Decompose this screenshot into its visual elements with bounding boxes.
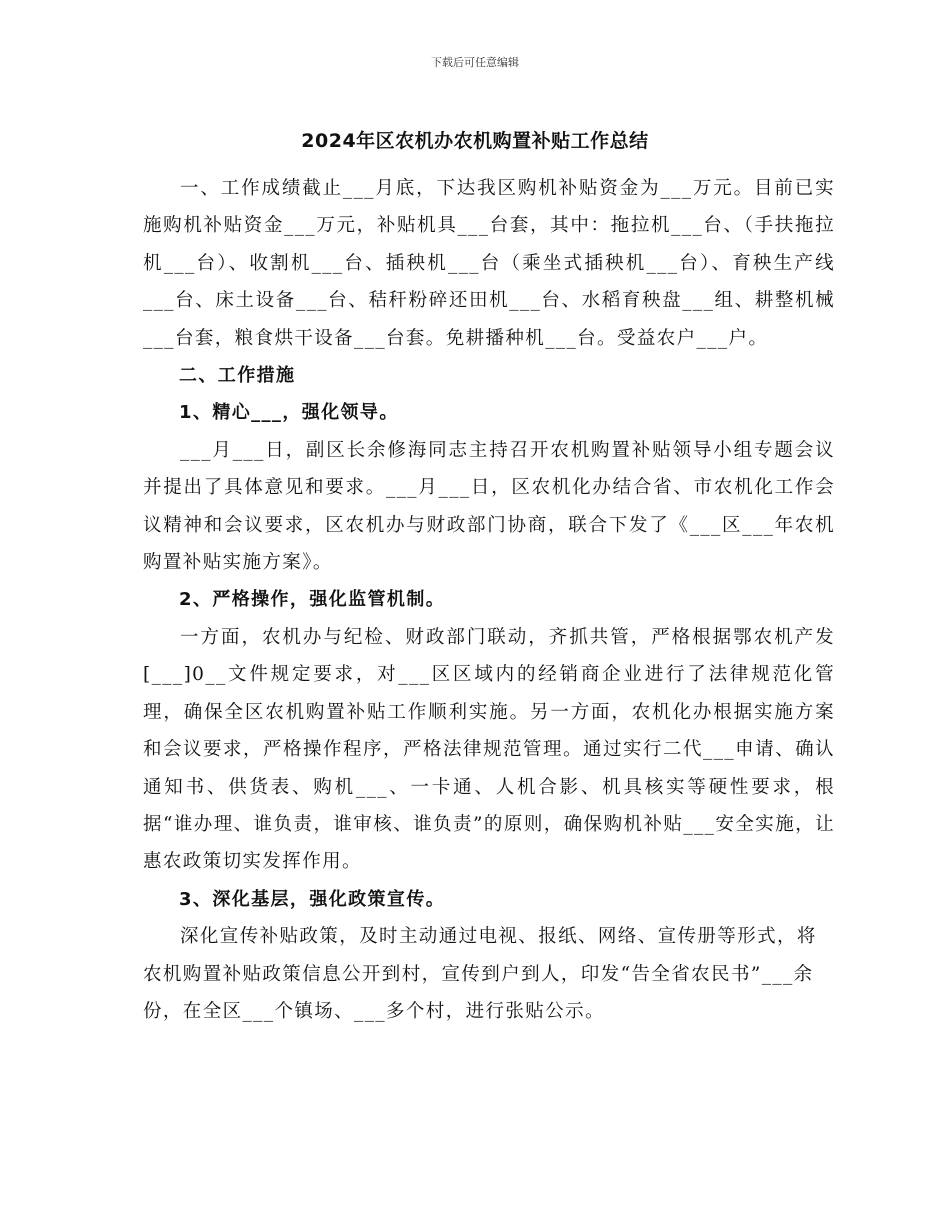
header-note: 下载后可任意编辑 [431, 56, 519, 69]
document-title: 2024年区农机办农机购置补贴工作总结 [301, 130, 649, 152]
subheading-publicity: 3、深化基层，强化政策宣传。 [179, 888, 446, 910]
section-heading-measures: 二、工作措施 [179, 365, 296, 387]
paragraph-publicity: 深化宣传补贴政策，及时主动通过电视、报纸、网络、宣传册等形式，将农机购置补贴政策信息公开到村，宣传到户到人，印发“告全省农民书”___余份，在全区___个镇场、___多个村，进行张贴公示。 [143, 926, 817, 1022]
document-body [143, 170, 835, 1030]
paragraph-supervision: 一方面，农机办与纪检、财政部门联动，齐抓共管，严格根据鄂农机产发[___]0__文件规定要求，对___区区域内的经销商企业进行了法律规范化管理，确保全区农机购置补贴工作顺利实施。另一方面，农机化办根据实施方案和会议要求，严格操作程序，严格法律规范管理。通过实行二代___申请、确认通知书、供货表、购机___、一卡通、人机合影、机具核实等硬性要求，根据“谁办理、谁负责，谁审核、谁负责”的原则，确保购机补贴___安全实施，让惠农政策切实发挥作用。 [143, 626, 835, 873]
subheading-supervision: 2、严格操作，强化监管机制。 [179, 589, 446, 611]
paragraph-leadership: ___月___日，副区长余修海同志主持召开农机购置补贴领导小组专题会议并提出了具体意见和要求。___月___日，区农机化办结合省、市农机化工作会议精神和会议要求，区农机办与财政部门协商，联合下发了《___区___年农机购置补贴实施方案》。 [143, 439, 835, 574]
subheading-leadership: 1、精心___，强化领导。 [179, 402, 399, 424]
paragraph-results: 一、工作成绩截止___月底，下达我区购机补贴资金为___万元。目前已实施购机补贴资金___万元，补贴机具___台套，其中：拖拉机___台、（手扶拖拉机___台）、收割机___台、插秧机___台（乘坐式插秧机___台）、育秧生产线___台、床土设备___台、秸秆粉碎还田机___台、水稻育秧盘___组、耕整机械___台套，粮食烘干设备___台套。免耕播种机___台。受益农户___户。 [143, 178, 835, 349]
